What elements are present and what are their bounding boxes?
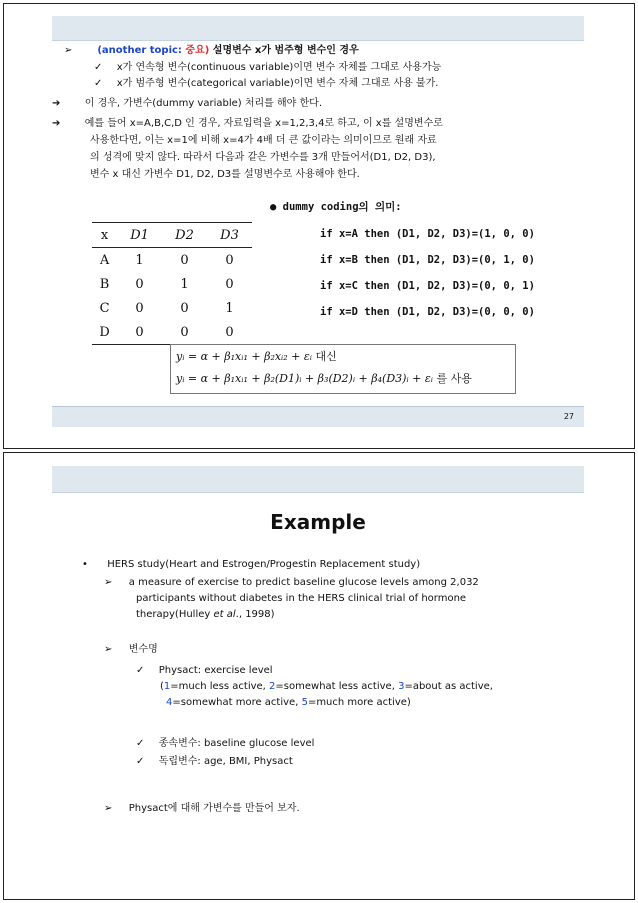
table-cell: 0 [207, 320, 252, 345]
hers-description-line-3: therapy(Hulley et al., 1998) [136, 609, 275, 620]
table-cell: A [99, 252, 110, 268]
arrowhead-bullet-icon: ➢ [104, 644, 113, 655]
bullet-dot-icon: ● [270, 201, 277, 213]
topic-prefix: (another topic: [97, 45, 186, 56]
coding-line: if x=D then (D1, D2, D3)=(0, 0, 0) [320, 306, 535, 318]
slide-title: Example [270, 510, 366, 534]
hers-description: ➢ a measure of exercise to predict baseline glucose levels among 2,032 [104, 577, 479, 588]
page-number: 27 [563, 412, 574, 421]
right-arrow-icon: ➔ [52, 98, 61, 109]
table-cell: 0 [162, 320, 207, 345]
arrow-item-2: ➔ 예를 들어 x=A,B,C,D 인 경우, 자료입력을 x=1,2,3,4로 하고, 이 x를 설명변수로 [52, 118, 443, 129]
arrow-item-2-line-4: 변수 x 대신 가변수 D1, D2, D3를 설명변수로 사용해야 한다. [90, 169, 360, 180]
variables-heading: ➢ 변수명 [104, 644, 158, 655]
level-number: 1 [163, 681, 171, 692]
sub-item-2: ✓ x가 범주형 변수(categorical variable)이면 변수 자체 그대로 사용 불가. [94, 78, 439, 89]
equation-1: yᵢ = α + β₁xᵢ₁ + β₂xᵢ₂ + εᵢ 대신 [176, 350, 337, 363]
topic-line [64, 44, 359, 57]
header-d1: D1 [117, 223, 162, 248]
check-icon: ✓ [136, 738, 145, 749]
table-cell: D [92, 320, 117, 345]
dummy-instruction: ➢ Physact에 대해 가변수를 만들어 보자. [104, 803, 300, 814]
level-text: =about as active, [404, 681, 493, 692]
check-icon: ✓ [94, 62, 103, 73]
table-cell: 0 [225, 252, 234, 268]
arrow-item-2-line-2: 사용한다면, 이는 x=1에 비해 x=4가 4배 더 큰 값이라는 의미이므로 원래 자료 [90, 135, 437, 146]
level-number: 3 [398, 681, 405, 692]
topic-title: 설명변수 x가 범주형 변수인 경우 [209, 45, 359, 56]
arrow-item-1: ➔ 이 경우, 가변수(dummy variable) 처리를 해야 한다. [52, 98, 323, 109]
table-cell: 1 [180, 276, 189, 292]
arrowhead-bullet-icon: ➢ [104, 803, 113, 814]
slide-1-footer-bar [52, 406, 584, 427]
sub-item-1: ✓ x가 연속형 변수(continuous variable)이면 변수 자체를 그대로 사용가능 [94, 62, 442, 73]
dummy-table [92, 222, 252, 345]
header-d2: D2 [162, 223, 207, 248]
level-text: =much less active, [170, 681, 270, 692]
table-row [92, 272, 252, 296]
slide-1-header-bar [52, 16, 584, 41]
arrowhead-bullet-icon: ➢ [104, 577, 113, 588]
table-cell: B [99, 276, 110, 292]
level-number: 4 [166, 697, 173, 708]
arrowhead-bullet-icon: ➢ [64, 45, 73, 56]
slide-2 [52, 466, 584, 886]
hers-description-line-2: participants without diabetes in the HERS clinical trial of hormone [136, 593, 467, 604]
coding-title: ● dummy coding의 의미: [270, 201, 402, 213]
check-icon: ✓ [136, 756, 145, 767]
table-cell: 1 [135, 252, 144, 268]
check-icon: ✓ [94, 78, 103, 89]
table-cell: C [99, 300, 110, 316]
right-arrow-icon: ➔ [52, 118, 61, 129]
level-text: =somewhat more active, [172, 697, 302, 708]
level-text: =much more active) [307, 697, 411, 708]
physact-item: ✓ Physact: exercise level [136, 665, 273, 676]
header-x: x [92, 223, 117, 248]
table-cell: 1 [225, 300, 234, 316]
table-cell: 0 [135, 300, 144, 316]
header-d3: D3 [207, 223, 252, 248]
level-text: =somewhat less active, [275, 681, 399, 692]
dependent-variable: ✓ 종속변수: baseline glucose level [136, 738, 315, 749]
arrow-item-2-line-3: 의 성격에 맞지 않다. 따라서 다음과 같은 가변수를 3개 만들어서(D1, D2, D3), [90, 152, 436, 163]
table-cell: 0 [180, 252, 189, 268]
table-cell: 0 [117, 320, 162, 345]
independent-variables: ✓ 독립변수: age, BMI, Physact [136, 756, 293, 767]
table-cell: 0 [180, 300, 189, 316]
dummy-table-header [92, 223, 252, 248]
level-text: ( [160, 681, 164, 692]
coding-line: if x=C then (D1, D2, D3)=(0, 0, 1) [320, 280, 535, 292]
table-row [92, 248, 252, 273]
physact-levels-line-2 [166, 696, 411, 709]
slide-2-header-bar [52, 466, 584, 493]
physact-levels-line-1 [160, 680, 493, 693]
table-cell: 0 [225, 276, 234, 292]
level-number: 2 [269, 681, 276, 692]
level-number: 5 [301, 697, 308, 708]
table-cell: 0 [135, 276, 144, 292]
table-row [92, 320, 252, 345]
check-icon: ✓ [136, 665, 145, 676]
coding-line: if x=B then (D1, D2, D3)=(0, 1, 0) [320, 254, 535, 266]
coding-line: if x=A then (D1, D2, D3)=(1, 0, 0) [320, 228, 535, 240]
topic-highlight: 중요) [185, 45, 210, 56]
bullet-hers: • HERS study(Heart and Estrogen/Progestin Replacement study) [82, 559, 421, 570]
bullet-dot-icon: • [82, 559, 88, 570]
equation-2: yᵢ = α + β₁xᵢ₁ + β₂(D1)ᵢ + β₃(D2)ᵢ + β₄(D3)ᵢ + εᵢ 를 사용 [176, 372, 472, 385]
table-row [92, 296, 252, 320]
slide-1 [52, 16, 584, 426]
